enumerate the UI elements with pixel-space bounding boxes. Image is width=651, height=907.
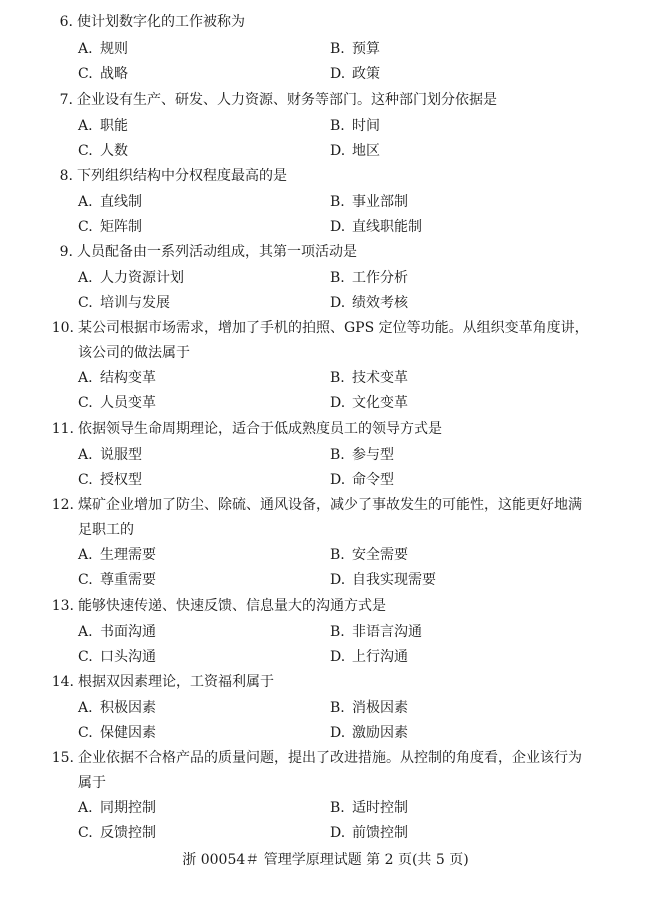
question-text: 使计划数字化的工作被称为 xyxy=(77,14,245,30)
question-text-continued: 足职工的 xyxy=(78,522,134,538)
option-text: 工作分析 xyxy=(352,270,408,286)
option-letter: A. xyxy=(78,700,93,716)
question-text: 能够快速传递、快速反馈、信息量大的沟通方式是 xyxy=(78,598,386,614)
question-number: 7. xyxy=(59,92,73,108)
option-letter: A. xyxy=(78,624,93,640)
option-letter: C. xyxy=(78,649,93,665)
question-number: 14. xyxy=(51,674,74,690)
option-letter: B. xyxy=(330,624,345,640)
option-c xyxy=(78,393,156,413)
option-letter: B. xyxy=(330,270,345,286)
option-c xyxy=(78,293,170,313)
option-letter: B. xyxy=(330,194,345,210)
option-a xyxy=(78,698,156,718)
question-text: 企业依据不合格产品的质量问题，提出了改进措施。从控制的角度看，企业该行为 xyxy=(78,750,582,766)
question-stem xyxy=(48,316,608,366)
option-letter: A. xyxy=(78,547,93,563)
option-letter: B. xyxy=(330,547,345,563)
option-b xyxy=(330,698,408,718)
option-b xyxy=(330,368,408,388)
option-text: 说服型 xyxy=(100,447,142,463)
option-text: 培训与发展 xyxy=(100,295,170,311)
question-stem xyxy=(48,670,608,695)
option-d xyxy=(330,64,380,84)
question-stem xyxy=(55,240,615,265)
option-text: 矩阵制 xyxy=(100,219,142,235)
option-letter: D. xyxy=(330,725,346,741)
option-text: 消极因素 xyxy=(352,700,408,716)
option-text: 政策 xyxy=(352,66,380,82)
option-letter: D. xyxy=(330,66,346,82)
option-letter: A. xyxy=(78,41,93,57)
option-d xyxy=(330,470,394,490)
option-text: 命令型 xyxy=(352,472,394,488)
option-text: 时间 xyxy=(352,118,380,134)
option-text: 地区 xyxy=(352,143,380,159)
question-text: 企业设有生产、研发、人力资源、财务等部门。这种部门划分依据是 xyxy=(77,92,497,108)
option-letter: D. xyxy=(330,572,346,588)
option-text: 参与型 xyxy=(352,447,394,463)
option-a xyxy=(78,798,156,818)
option-text: 非语言沟通 xyxy=(352,624,422,640)
option-text: 上行沟通 xyxy=(352,649,408,665)
question-number: 12. xyxy=(51,497,74,513)
question-text: 下列组织结构中分权程度最高的是 xyxy=(77,168,287,184)
question-text: 煤矿企业增加了防尘、除硫、通风设备，减少了事故发生的可能性，这能更好地满 xyxy=(78,497,582,513)
option-d xyxy=(330,141,380,161)
option-text: 人力资源计划 xyxy=(100,270,184,286)
option-letter: B. xyxy=(330,447,345,463)
option-b xyxy=(330,545,408,565)
option-letter: D. xyxy=(330,825,346,841)
option-letter: C. xyxy=(78,472,93,488)
option-a xyxy=(78,268,184,288)
option-c xyxy=(78,823,156,843)
option-letter: A. xyxy=(78,194,93,210)
question-number: 10. xyxy=(51,320,74,336)
question-stem xyxy=(55,164,615,189)
option-b xyxy=(330,39,380,59)
option-a xyxy=(78,39,128,59)
option-text: 尊重需要 xyxy=(100,572,156,588)
option-letter: C. xyxy=(78,725,93,741)
option-b xyxy=(330,116,380,136)
question-stem xyxy=(48,493,608,543)
option-text: 职能 xyxy=(100,118,128,134)
option-a xyxy=(78,445,142,465)
option-d xyxy=(330,823,408,843)
option-d xyxy=(330,217,422,237)
option-text: 激励因素 xyxy=(352,725,408,741)
option-letter: B. xyxy=(330,370,345,386)
option-letter: B. xyxy=(330,800,345,816)
option-a xyxy=(78,116,128,136)
option-text: 书面沟通 xyxy=(100,624,156,640)
option-letter: D. xyxy=(330,295,346,311)
option-d xyxy=(330,293,408,313)
option-letter: C. xyxy=(78,295,93,311)
option-text: 授权型 xyxy=(100,472,142,488)
option-letter: B. xyxy=(330,700,345,716)
option-text: 绩效考核 xyxy=(352,295,408,311)
option-letter: D. xyxy=(330,143,346,159)
option-c xyxy=(78,723,156,743)
option-letter: C. xyxy=(78,572,93,588)
question-text-continued: 该公司的做法属于 xyxy=(78,345,190,361)
question-stem xyxy=(55,10,615,35)
option-text: 文化变革 xyxy=(352,395,408,411)
option-b xyxy=(330,798,408,818)
question-stem xyxy=(48,594,608,619)
option-c xyxy=(78,570,156,590)
option-letter: B. xyxy=(330,118,345,134)
option-d xyxy=(330,723,408,743)
option-a xyxy=(78,545,156,565)
option-text: 生理需要 xyxy=(100,547,156,563)
question-number: 13. xyxy=(51,598,74,614)
option-a xyxy=(78,622,156,642)
option-c xyxy=(78,647,156,667)
option-text: 直线职能制 xyxy=(352,219,422,235)
option-letter: D. xyxy=(330,395,346,411)
option-c xyxy=(78,217,142,237)
option-text: 战略 xyxy=(100,66,128,82)
option-c xyxy=(78,141,128,161)
option-text: 反馈控制 xyxy=(100,825,156,841)
option-d xyxy=(330,570,436,590)
question-text: 人员配备由一系列活动组成，其第一项活动是 xyxy=(77,244,357,260)
option-letter: C. xyxy=(78,395,93,411)
option-text: 保健因素 xyxy=(100,725,156,741)
option-letter: D. xyxy=(330,649,346,665)
question-text: 某公司根据市场需求，增加了手机的拍照、GPS 定位等功能。从组织变革角度讲， xyxy=(78,320,589,336)
option-letter: A. xyxy=(78,800,93,816)
question-stem xyxy=(48,417,608,442)
option-letter: A. xyxy=(78,270,93,286)
question-text: 根据双因素理论，工资福利属于 xyxy=(78,674,274,690)
question-stem xyxy=(55,88,615,113)
option-letter: D. xyxy=(330,472,346,488)
option-text: 自我实现需要 xyxy=(352,572,436,588)
option-text: 直线制 xyxy=(100,194,142,210)
option-letter: D. xyxy=(330,219,346,235)
question-stem xyxy=(48,746,608,796)
option-text: 预算 xyxy=(352,41,380,57)
option-text: 人数 xyxy=(100,143,128,159)
option-letter: B. xyxy=(330,41,345,57)
question-number: 8. xyxy=(59,168,73,184)
option-letter: C. xyxy=(78,825,93,841)
option-b xyxy=(330,192,408,212)
option-b xyxy=(330,622,422,642)
option-text: 安全需要 xyxy=(352,547,408,563)
option-text: 积极因素 xyxy=(100,700,156,716)
option-c xyxy=(78,64,128,84)
option-letter: C. xyxy=(78,219,93,235)
option-text: 适时控制 xyxy=(352,800,408,816)
option-c xyxy=(78,470,142,490)
question-number: 15. xyxy=(51,750,74,766)
option-text: 技术变革 xyxy=(352,370,408,386)
option-d xyxy=(330,647,408,667)
option-text: 口头沟通 xyxy=(100,649,156,665)
option-text: 同期控制 xyxy=(100,800,156,816)
question-number: 6. xyxy=(59,14,73,30)
option-letter: A. xyxy=(78,447,93,463)
option-text: 前馈控制 xyxy=(352,825,408,841)
option-a xyxy=(78,192,142,212)
option-d xyxy=(330,393,408,413)
question-text: 依据领导生命周期理论，适合于低成熟度员工的领导方式是 xyxy=(78,421,442,437)
option-text: 事业部制 xyxy=(352,194,408,210)
option-letter: A. xyxy=(78,370,93,386)
question-number: 9. xyxy=(59,244,73,260)
question-text-continued: 属于 xyxy=(78,775,106,791)
option-text: 人员变革 xyxy=(100,395,156,411)
page-footer: 浙 00054＃ 管理学原理试题 第 2 页(共 5 页) xyxy=(182,852,469,868)
option-b xyxy=(330,445,394,465)
option-text: 结构变革 xyxy=(100,370,156,386)
option-b xyxy=(330,268,408,288)
option-a xyxy=(78,368,156,388)
option-letter: C. xyxy=(78,66,93,82)
option-letter: A. xyxy=(78,118,93,134)
option-text: 规则 xyxy=(100,41,128,57)
question-number: 11. xyxy=(51,421,74,437)
option-letter: C. xyxy=(78,143,93,159)
